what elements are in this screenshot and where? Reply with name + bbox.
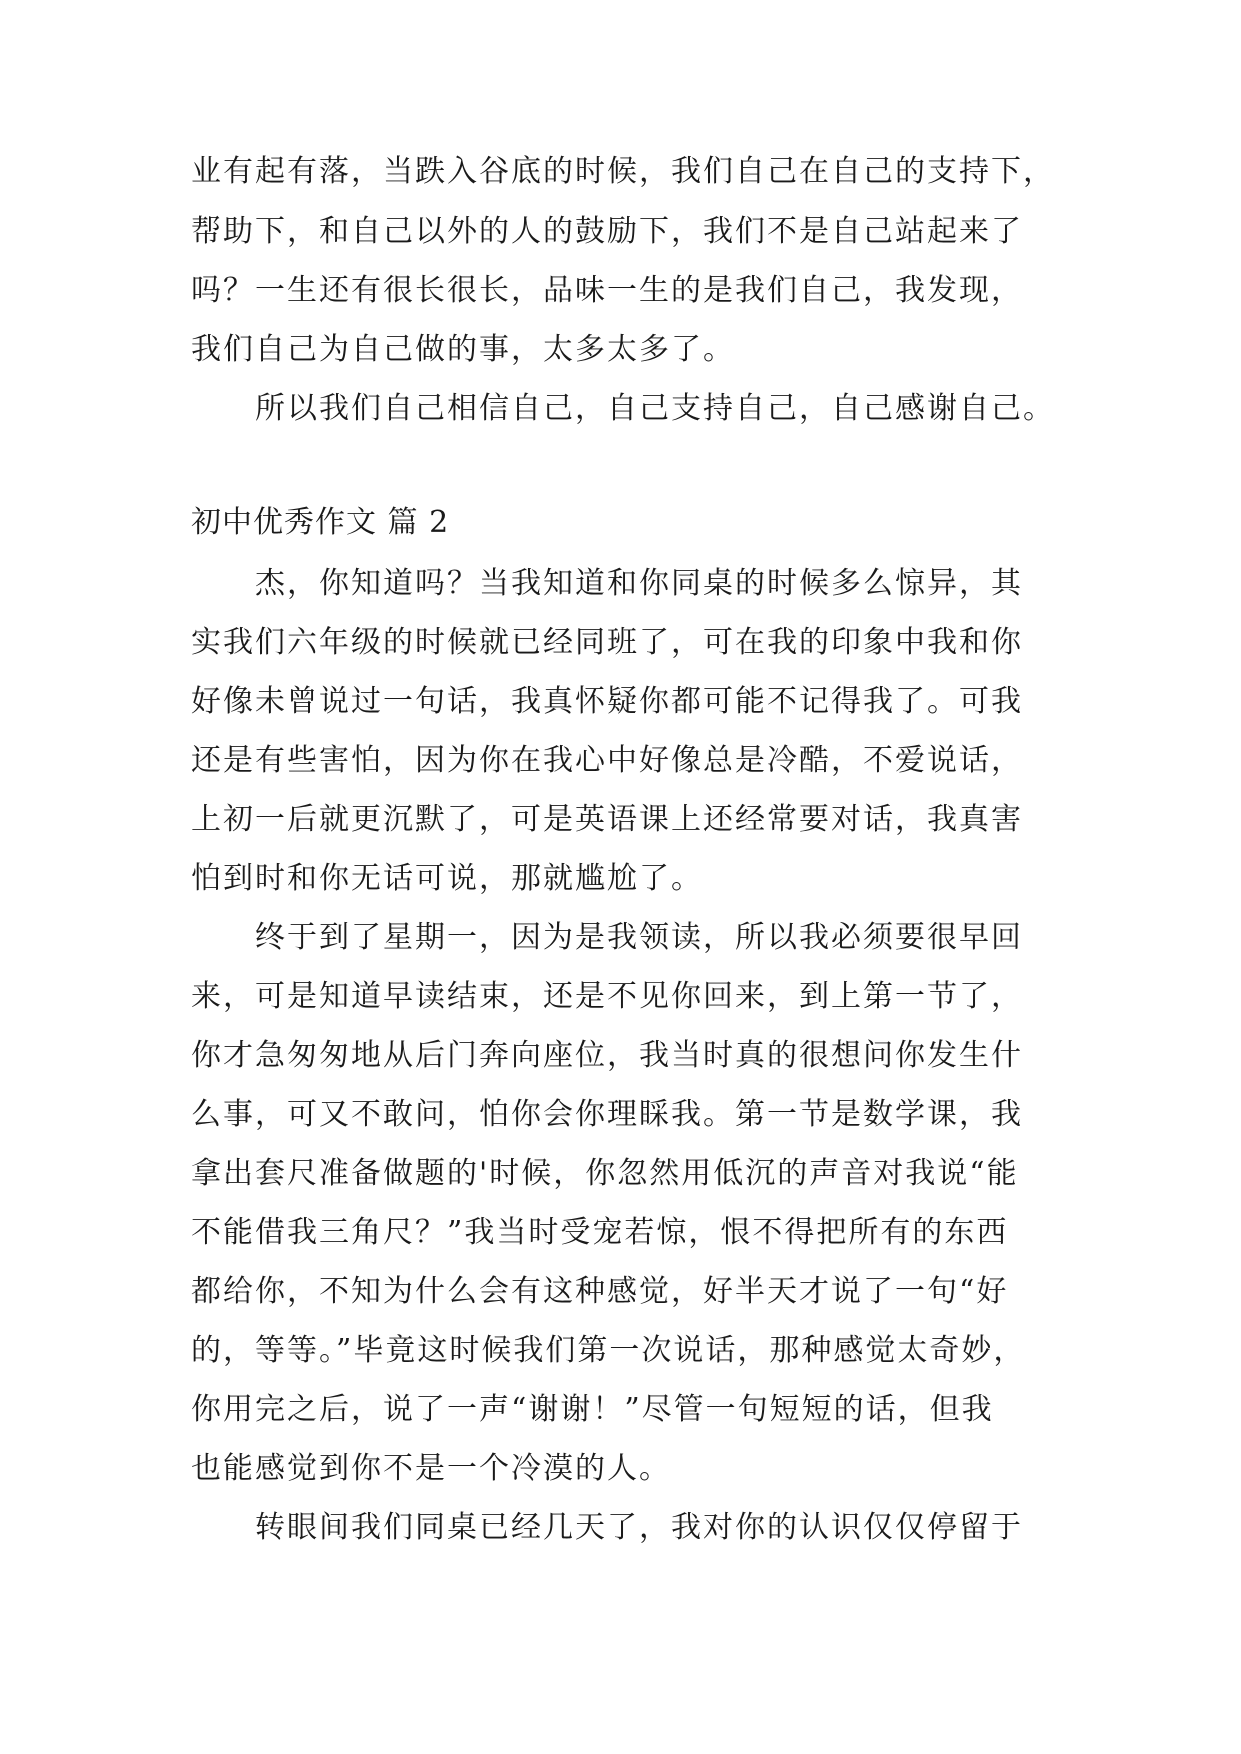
paragraph-line: 我们自己为自己做的事，太多太多了。 <box>191 332 735 367</box>
paragraph-line: 还是有些害怕，因为你在我心中好像总是冷酷，不爱说话， <box>191 743 1023 778</box>
paragraph-line: 都给你，不知为什么会有这种感觉，好半天才说了一句“好 <box>191 1274 1009 1309</box>
paragraph-line: 你用完之后，说了一声“谢谢！”尽管一句短短的话，但我 <box>191 1392 994 1427</box>
paragraph-line: 业有起有落，当跌入谷底的时候，我们自己在自己的支持下， <box>191 154 1055 189</box>
paragraph-line: 来，可是知道早读结束，还是不见你回来，到上第一节了， <box>191 979 1023 1014</box>
paragraph-line: 么事，可又不敢问，怕你会你理睬我。第一节是数学课，我 <box>191 1097 1023 1132</box>
section-heading: 初中优秀作文 篇 2 <box>191 505 450 540</box>
paragraph-line: 终于到了星期一，因为是我领读，所以我必须要很早回 <box>255 920 1023 955</box>
paragraph-line: 怕到时和你无话可说，那就尴尬了。 <box>191 861 703 896</box>
paragraph-line: 吗？一生还有很长很长，品味一生的是我们自己，我发现， <box>191 273 1023 308</box>
paragraph-line: 的，等等。”毕竟这时候我们第一次说话，那种感觉太奇妙， <box>191 1333 1026 1368</box>
paragraph-line: 你才急匆匆地从后门奔向座位，我当时真的很想问你发生什 <box>191 1038 1023 1073</box>
paragraph-line: 帮助下，和自己以外的人的鼓励下，我们不是自己站起来了 <box>191 214 1023 249</box>
paragraph-line: 好像未曾说过一句话，我真怀疑你都可能不记得我了。可我 <box>191 684 1023 719</box>
paragraph-line: 拿出套尺准备做题的'时候，你忽然用低沉的声音对我说“能 <box>191 1156 1019 1191</box>
closing-line: 所以我们自己相信自己，自己支持自己，自己感谢自己。 <box>255 391 1055 426</box>
paragraph-line: 上初一后就更沉默了，可是英语课上还经常要对话，我真害 <box>191 802 1023 837</box>
paragraph-line: 转眼间我们同桌已经几天了，我对你的认识仅仅停留于 <box>255 1510 1023 1545</box>
paragraph-line: 不能借我三角尺？”我当时受宠若惊，恨不得把所有的东西 <box>191 1215 1009 1250</box>
paragraph-line: 也能感觉到你不是一个冷漠的人。 <box>191 1451 671 1486</box>
paragraph-line: 杰，你知道吗？当我知道和你同桌的时候多么惊异，其 <box>255 566 1023 601</box>
paragraph-line: 实我们六年级的时候就已经同班了，可在我的印象中我和你 <box>191 625 1023 660</box>
